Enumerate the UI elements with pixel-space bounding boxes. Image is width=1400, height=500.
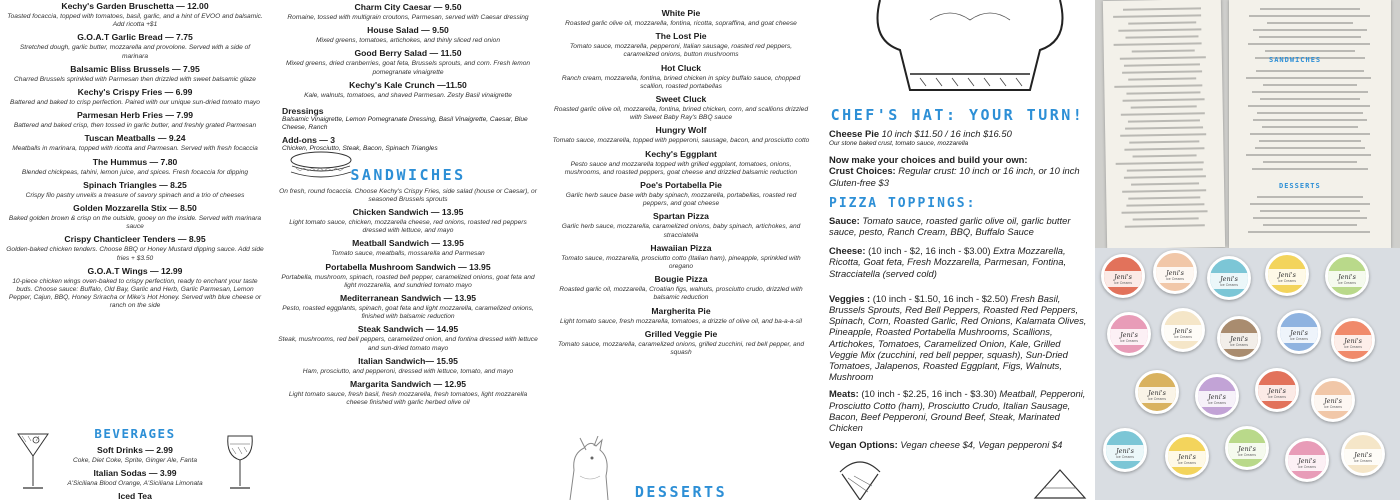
dressings-desc: Balsamic Vinaigrette, Lemon Pomegranate Dressing, Basil Vinaigrette, Caesar, Blue Cheese, Ranch xyxy=(282,116,528,132)
carton-brand: Jeni's xyxy=(1278,271,1296,279)
build-label: Now make your choices and build your own: xyxy=(829,154,1028,166)
carton-brand: Jeni's xyxy=(1120,331,1138,339)
menu-item-name: Soft Drinks — 2.99 xyxy=(97,445,173,455)
cheese-pie-price: 10 inch $11.50 / 16 inch $16.50 xyxy=(881,128,1012,139)
pizza-column xyxy=(546,0,816,500)
menu-item-name: Balsamic Bliss Brussels — 7.95 xyxy=(70,63,200,74)
meats-line xyxy=(829,388,1091,433)
menu-item-desc: Garlic herb sauce, mozzarella, caramelized onions, baby spinach, artichokes, and stracciatella xyxy=(561,223,801,239)
carton-brand: Jeni's xyxy=(1354,451,1372,459)
ice-cream-carton xyxy=(1331,318,1375,362)
ice-cream-carton xyxy=(1165,434,1209,478)
menu-item-name: Italian Sodas — 3.99 xyxy=(93,468,177,479)
carton-sub: Ice Creams xyxy=(1208,401,1226,405)
ice-cream-sketch-icon xyxy=(830,452,890,500)
menu-item xyxy=(6,266,264,311)
menu-item-desc: Battered and baked to crisp perfection. Paired with our unique sun-dried tomato mayo xyxy=(10,99,260,107)
menu-item-name: Poe's Portabella Pie xyxy=(640,180,722,191)
carton-brand: Jeni's xyxy=(1148,389,1166,397)
carton-brand: Jeni's xyxy=(1238,445,1256,453)
menu-item-name: Crispy Chanticleer Tenders — 8.95 xyxy=(64,234,206,245)
menu-item xyxy=(278,238,538,258)
menu-item-name: House Salad — 9.50 xyxy=(367,25,449,36)
menu-item-desc: Tomato sauce, mozzarella, caramelized onions, grilled zucchini, red bell pepper, and squash xyxy=(557,340,805,357)
menu-item-desc: Steak, mushrooms, red bell peppers, caramelized onion, and fontina dressed with lettuce and sun-dried tomato mayo xyxy=(278,336,538,352)
menu-item xyxy=(6,133,264,153)
menu-item xyxy=(278,379,538,407)
carton-sub: Ice Creams xyxy=(1298,465,1316,469)
ice-cream-carton xyxy=(1225,426,1269,470)
menu-item-name: Tuscan Meatballs — 9.24 xyxy=(84,133,186,144)
veggies-price: (10 inch - $1.50, 16 inch - $2.50) xyxy=(872,292,1009,304)
ice-cream-carton xyxy=(1325,254,1369,298)
ice-cream-cartons-photo xyxy=(1095,248,1400,500)
carton-brand: Jeni's xyxy=(1114,273,1132,281)
menu-item xyxy=(552,8,810,28)
ice-cream-carton xyxy=(1161,308,1205,352)
carton-brand: Jeni's xyxy=(1344,337,1362,345)
menu-item-desc: Meatballs in marinara, topped with ricotta and Parmesan. Served with fresh focaccia xyxy=(12,145,258,153)
carton-sub: Ice Creams xyxy=(1230,343,1248,347)
menu-item-desc: Golden-baked chicken tenders. Choose BBQ or Honey Mustard dipping sauce. Add side fries + $3.50 xyxy=(6,246,264,262)
menu-item-desc: Light tomato sauce, fresh basil, fresh mozzarella, fresh tomatoes, light mozzarella cheese finished with garlic herbed olive oil xyxy=(288,391,528,407)
menu-item xyxy=(278,356,538,376)
menu-item xyxy=(552,180,810,208)
cheese-desc: Extra Mozzarella, Ricotta, Goat feta, Fresh Mozzarella, Parmesan, Fontina, Stracciatella (served cold) xyxy=(829,245,1067,279)
menu-item-desc: Toasted focaccia, topped with tomatoes, basil, garlic, and a hint of EVOO and balsamic. Add ricotta +$1 xyxy=(7,13,263,29)
build-instructions xyxy=(829,154,1091,165)
sandwich-sketch-icon xyxy=(286,150,356,184)
crust-desc: Regular crust: 10 inch or 16 inch, or 10 inch Gluten-free $3 xyxy=(829,165,1080,188)
menu-item xyxy=(552,274,810,302)
menu-item xyxy=(552,211,810,239)
meats-label: Meats: xyxy=(829,388,859,400)
menu-item-name: G.O.A.T Garlic Bread — 7.75 xyxy=(77,32,193,43)
ice-cream-carton xyxy=(1265,252,1309,296)
carton-brand: Jeni's xyxy=(1166,269,1184,277)
dressings-label: Dressings xyxy=(282,106,324,117)
salads-sandwiches-column xyxy=(272,0,544,500)
menu-item-name: Parmesan Herb Fries — 7.99 xyxy=(76,110,194,121)
sandwich-list xyxy=(278,207,538,407)
menu-item xyxy=(552,149,810,177)
sandwiches-intro xyxy=(278,188,538,204)
menu-item xyxy=(6,1,264,29)
menu-item xyxy=(6,32,264,60)
menu-item-desc: Tomato sauce, meatballs, mossarella and Parmesan xyxy=(331,250,485,258)
menu-item-desc: Light tomato sauce, fresh mozzarella, tomatoes, a drizzle of olive oil, and ba-a-a-sil xyxy=(560,317,802,325)
menu-text-lines xyxy=(1113,7,1215,233)
ice-cream-carton xyxy=(1255,368,1299,412)
build-your-own-details xyxy=(829,128,1091,450)
menu-item xyxy=(278,2,538,22)
vegan-label: Vegan Options: xyxy=(829,439,898,451)
ice-cream-carton xyxy=(1103,428,1147,472)
carton-brand: Jeni's xyxy=(1174,327,1192,335)
menu-item-desc: Stretched dough, garlic butter, mozzarella and provolone. Served with a side of marinara xyxy=(19,44,251,60)
carton-sub: Ice Creams xyxy=(1324,405,1342,409)
carton-brand: Jeni's xyxy=(1268,387,1286,395)
cheese-pie-desc: Our stone baked crust, tomato sauce, mozzarella xyxy=(829,140,969,148)
carton-brand: Jeni's xyxy=(1116,447,1134,455)
menu-item-desc: Kale, walnuts, tomatoes, and shaved Parmesan. Zesty Basil vinaigrette xyxy=(304,91,512,99)
carton-brand: Jeni's xyxy=(1298,457,1316,465)
carton-brand: Jeni's xyxy=(1208,393,1226,401)
menu-item xyxy=(278,207,538,235)
menu-item-desc: Portabella, mushroom, spinach, roasted bell pepper, caramelized onions, goat feta and light mozzarella, and sundried tomato mayo xyxy=(281,273,535,289)
menu-item-desc: Baked golden brown & crisp on the outside, gooey on the inside. Served with marinara sauce xyxy=(8,215,262,231)
ice-cream-carton xyxy=(1207,256,1251,300)
carton-sub: Ice Creams xyxy=(1148,397,1166,401)
carton-sub: Ice Creams xyxy=(1174,335,1192,339)
martini-sketch-icon xyxy=(14,426,52,496)
addons-desc: Chicken, Prosciutto, Steak, Bacon, Spinach Triangles xyxy=(282,145,438,153)
carton-sub: Ice Creams xyxy=(1114,281,1132,285)
ice-cream-carton xyxy=(1101,254,1145,298)
ice-cream-carton xyxy=(1285,438,1329,482)
sauce-desc: Tomato sauce, roasted garlic olive oil, garlic butter sauce, pesto, Ranch Cream, BBQ, Buffalo Sauce xyxy=(829,214,1071,238)
wine-glass-sketch-icon xyxy=(220,430,260,496)
carton-brand: Jeni's xyxy=(1230,335,1248,343)
ice-cream-carton xyxy=(1107,312,1151,356)
menu-item-name: Grilled Veggie Pie xyxy=(644,328,718,339)
carton-sub: Ice Creams xyxy=(1354,459,1372,463)
cheese-label: Cheese: xyxy=(829,245,866,257)
carton-brand: Jeni's xyxy=(1338,273,1356,281)
menu-item-name: Meatball Sandwich — 13.95 xyxy=(352,238,464,249)
crust-label: Crust Choices: xyxy=(829,165,896,177)
veggies-desc: Fresh Basil, Brussels Sprouts, Red Bell Peppers, Roasted Red Peppers, Spinach, Corn, Roasted Garlic, Red Onions, Kalamata Olives, Pineapple, Roasted Portabella Mushrooms, Scallions, Artichokes, Tomatoes, Caramelized Onion, Kale, Grilled Veggie Mix (zucchini, red bell pepper, squash), Sun-Dried Tomatoes, Jalapenos, Roasted Eggplant, Figs, Walnuts, Mushroom xyxy=(829,292,1087,383)
menu-item-name: Spinach Triangles — 8.25 xyxy=(83,179,187,190)
menu-item-desc: A'Siciliana Blood Orange, A'Siciliana Limonata xyxy=(67,480,203,488)
pizza-list xyxy=(552,8,810,357)
menu-item-desc: Crispy filo pastry unveils a treasure of savory spinach and a trio of cheeses xyxy=(25,191,245,199)
sauce-label: Sauce: xyxy=(829,214,860,226)
addons-label: Add-ons — 3 xyxy=(282,135,335,146)
menu-item-desc: Ham, prosciutto, and pepperoni, dressed with lettuce, tomato, and mayo xyxy=(302,367,514,375)
menu-item-desc: Mixed greens, dried cranberries, goat feta, Brussels sprouts, and corn. Fresh lemon pomegranate vinaigrette xyxy=(285,60,531,76)
menu-item xyxy=(552,125,810,145)
menu-item-desc: Ranch cream, mozzarella, fontina, brined chicken in spicy buffalo sauce, chopped scallion, roasted portabellas xyxy=(561,74,801,90)
menu-item-desc: Romaine, tossed with multigrain croutons, Parmesan, served with Caesar dressing xyxy=(287,14,529,21)
menu-item-desc: Tomato sauce, mozzarella, topped with pepperoni, sausage, bacon, and prosciutto cotto xyxy=(552,137,810,145)
ice-cream-carton xyxy=(1153,250,1197,294)
menu-item xyxy=(6,64,264,84)
menu-item-name: Kechy's Garden Bruschetta — 12.00 xyxy=(61,1,209,11)
sandwiches-header xyxy=(278,158,538,186)
salad-list xyxy=(278,2,538,100)
carton-sub: Ice Creams xyxy=(1178,461,1196,465)
veggies-line xyxy=(829,293,1091,383)
menu-item xyxy=(6,180,264,200)
carton-sub: Ice Creams xyxy=(1238,453,1256,457)
cheese-pie-line xyxy=(829,128,1091,139)
ice-cream-carton xyxy=(1135,370,1179,414)
menu-item-desc: Coke, Diet Coke, Sprite, Ginger Ale, Fanta xyxy=(73,457,197,464)
menu-text-lines-bottom xyxy=(1239,196,1381,238)
ice-cream-carton xyxy=(1311,378,1355,422)
sauce-line xyxy=(829,215,1091,237)
ice-cream-carton xyxy=(1277,310,1321,354)
carton-sub: Ice Creams xyxy=(1268,395,1286,399)
menu-item xyxy=(278,293,538,321)
menu-item xyxy=(6,157,264,177)
menu-item-name: Bougie Pizza xyxy=(654,274,708,285)
menu-item-name: Hawaiian Pizza xyxy=(650,242,712,253)
menu-item-name: Hungry Wolf xyxy=(655,125,707,136)
chefs-hat-heading: CHEF'S HAT: YOUR TURN! xyxy=(830,106,1085,124)
menu-page-left xyxy=(1103,0,1225,248)
menu-item-name: Kechy's Eggplant xyxy=(645,148,717,159)
menu-text-lines-mid xyxy=(1239,70,1381,175)
menu-item-name: The Lost Pie xyxy=(655,31,707,42)
menu-item xyxy=(278,80,538,100)
menu-item xyxy=(552,243,810,271)
menu-item-name: Mediterranean Sandwich — 13.95 xyxy=(339,293,477,304)
menu-item xyxy=(278,25,538,45)
appetizers-column xyxy=(0,0,270,500)
menu-item-name: Hot Cluck xyxy=(660,62,702,73)
beverages-section xyxy=(0,422,270,500)
vegan-desc: Vegan cheese $4, Vegan pepperoni $4 xyxy=(900,439,1063,451)
menu-item-name: Steak Sandwich — 14.95 xyxy=(357,324,459,335)
menu-item xyxy=(552,31,810,59)
carton-sub: Ice Creams xyxy=(1120,339,1138,343)
menu-item-name: Golden Mozzarella Stix — 8.50 xyxy=(73,203,197,214)
carton-sub: Ice Creams xyxy=(1344,345,1362,349)
menu-item-desc: Pesto, roasted eggplants, spinach, goat feta and light mozzarella, caramelized onions, finished with balsamic reduction xyxy=(282,305,534,321)
desserts-heading: DESSERTS xyxy=(634,483,728,500)
menu-item xyxy=(6,203,264,231)
menu-item xyxy=(6,87,264,107)
ice-cream-carton xyxy=(1195,374,1239,418)
chef-hat-sketch-icon xyxy=(860,0,1080,100)
menu-item-name: G.O.A.T Wings — 12.99 xyxy=(87,265,183,276)
menu-item-name: Portabella Mushroom Sandwich — 13.95 xyxy=(325,261,491,272)
menu-item xyxy=(552,63,810,91)
cheese-price: (10 inch - $2, 16 inch - $3.00) xyxy=(868,245,991,257)
menu-item-name: Iced Tea xyxy=(118,491,152,500)
menu-item-name: Good Berry Salad — 11.50 xyxy=(354,48,462,59)
menu-item-name: Sweet Cluck xyxy=(655,94,707,105)
meats-price: (10 inch - $2.25, 16 inch - $3.30) xyxy=(861,388,997,400)
build-your-own-column xyxy=(820,0,1095,500)
menu-item-name: Kechy's Crispy Fries — 6.99 xyxy=(77,87,193,98)
carton-sub: Ice Creams xyxy=(1338,281,1356,285)
menu-desserts-label: DESSERTS xyxy=(1279,182,1321,190)
pizza-toppings-heading: PIZZA TOPPINGS: xyxy=(829,195,977,211)
appetizer-list xyxy=(6,1,264,311)
printed-menu-photo xyxy=(1095,0,1400,248)
menu-item-desc: Blended chickpeas, tahini, lemon juice, and spices. Fresh focaccia for dipping xyxy=(21,168,249,176)
carton-sub: Ice Creams xyxy=(1166,277,1184,281)
menu-item-desc: 10-piece chicken wings oven-baked to crispy perfection, ready to enchant your taste buds. Choose sauce: Buffalo, Old Bay, Garlic and Herb, Garlic Parmesan, Lemon Pepper, Cajun, BBQ, Honey Sriracha or Mike's Hot Honey. Served with blue cheese or ranch on the side xyxy=(8,277,262,310)
menu-item-name: Charm City Caesar — 9.50 xyxy=(354,2,462,12)
menu-item xyxy=(6,110,264,130)
menu-item xyxy=(278,262,538,290)
carton-brand: Jeni's xyxy=(1290,329,1308,337)
menu-item-name: Kechy's Kale Crunch —11.50 xyxy=(349,79,467,90)
ice-cream-carton xyxy=(1341,432,1385,476)
carton-brand: Jeni's xyxy=(1324,397,1342,405)
cheese-pie-label: Cheese Pie xyxy=(829,128,880,139)
sandwiches-intro-text: On fresh, round focaccia. Choose Kechy's Crispy Fries, side salad (house or Caesar), or seasoned Brussels sprouts xyxy=(279,187,537,203)
menu-item-name: The Hummus — 7.80 xyxy=(92,156,178,167)
cheese-line xyxy=(829,245,1091,279)
menu-item xyxy=(6,234,264,262)
menu-item-desc: Pesto sauce and mozzarella topped with grilled eggplant, tomatoes, onions, mushrooms, and roasted peppers, goat cheese and drizzled balsamic reduction xyxy=(564,160,798,176)
meats-desc: Meatball, Pepperoni, Prosciutto Cotto (ham), Prosciutto Crudo, Italian Sausage, Bacon, Beef Pepperoni, Ground Beef, Steak, Marinated Chicken xyxy=(829,388,1086,434)
menu-item-desc: Mixed greens, tomatoes, artichokes, and thinly sliced red onion xyxy=(316,37,500,45)
menu-item-name: Italian Sandwich— 15.95 xyxy=(358,355,458,366)
menu-item-desc: Roasted garlic olive oil, mozzarella, fontina, brined chicken, corn, and scallions drizzled with Sweet Baby Ray's BBQ sauce xyxy=(554,106,808,122)
carton-brand: Jeni's xyxy=(1178,453,1196,461)
crust-line xyxy=(829,165,1091,187)
menu-item xyxy=(552,306,810,326)
menu-page-right xyxy=(1229,0,1391,248)
menu-item-desc: Roasted garlic olive oil, mozzarella, fontina, ricotta, sopraffina, and goat cheese xyxy=(565,20,797,27)
carton-sub: Ice Creams xyxy=(1290,337,1308,341)
menu-item-desc: Charred Brussels sprinkled with Parmesan then drizzled with sweet balsamic glaze xyxy=(14,75,256,83)
beverages-heading: BEVERAGES xyxy=(94,426,176,441)
menu-sandwiches-label: SANDWICHES xyxy=(1269,56,1322,64)
menu-item xyxy=(552,94,810,122)
menu-item-desc: Garlic herb sauce base with baby spinach, mozzarella, portabellas, roasted red peppers, and goat cheese xyxy=(565,192,797,208)
menu-item xyxy=(552,329,810,357)
carton-sub: Ice Creams xyxy=(1116,455,1134,459)
menu-item-name: Margherita Pie xyxy=(651,305,711,316)
menu-item-desc: Tomato sauce, mozzarella, pepperoni, Italian sausage, roasted red peppers, caramelized onions, button mushrooms xyxy=(569,43,793,59)
menu-item-desc: Light tomato sauce, chicken, mozzarella cheese, red onions, roasted red peppers dressed with lettuce, and mayo xyxy=(289,219,527,235)
carton-sub: Ice Creams xyxy=(1278,279,1296,283)
menu-item-name: Margarita Sandwich — 12.95 xyxy=(349,379,467,390)
dressings-block xyxy=(278,106,538,154)
sandwiches-heading: SANDWICHES xyxy=(350,165,466,184)
carton-sub: Ice Creams xyxy=(1220,283,1238,287)
menu-item xyxy=(278,324,538,352)
carton-brand: Jeni's xyxy=(1220,275,1238,283)
cake-slice-sketch-icon xyxy=(1030,462,1090,500)
menu-item-name: Chicken Sandwich — 13.95 xyxy=(352,207,464,218)
menu-item-desc: Tomato sauce, mozzarella, prosciutto cotto (Italian ham), pineapple, sprinkled with oregano xyxy=(561,254,801,271)
menu-item-name: Spartan Pizza xyxy=(653,211,709,222)
veggies-label: Veggies : xyxy=(829,292,871,304)
vegan-line xyxy=(829,439,1091,450)
menu-item xyxy=(278,48,538,76)
menu-item-desc: Battered and baked crisp, then tossed in garlic butter, and freshly grated Parmesan xyxy=(13,122,257,130)
ice-cream-carton xyxy=(1217,316,1261,360)
menu-item-desc: Roasted garlic oil, mozzarella, Croatian figs, walnuts, prosciutto crudo, drizzled with balsamic reduction xyxy=(559,286,803,302)
menu-item-name: White Pie xyxy=(661,8,701,18)
